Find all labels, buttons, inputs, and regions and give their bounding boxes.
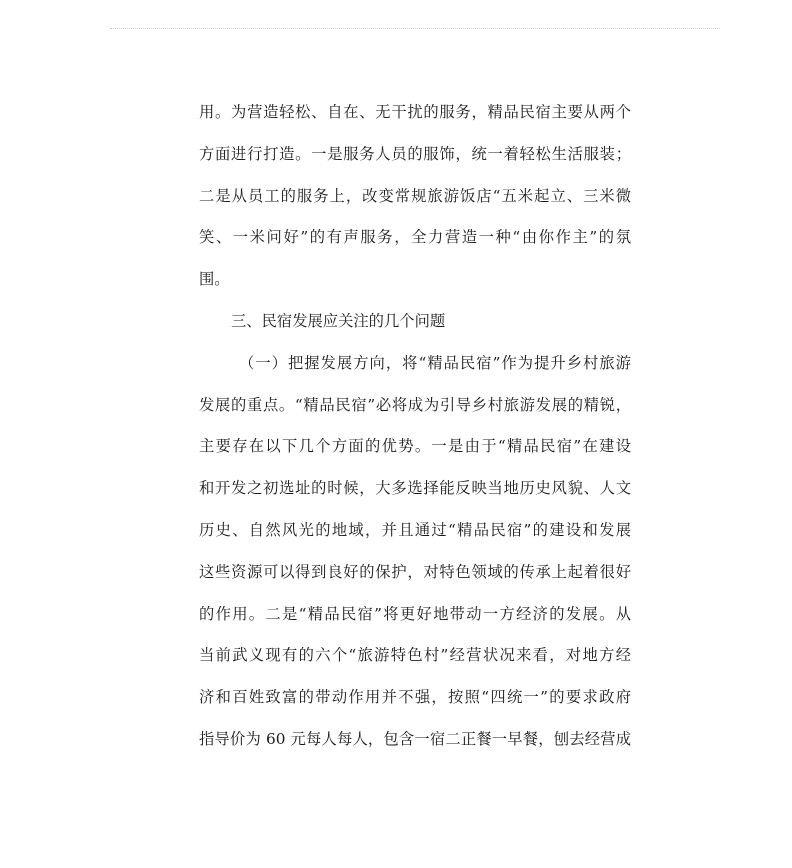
paragraph-line: 这些资源可以得到良好的保护，对特色领域的传承上起着很好 — [199, 562, 631, 581]
paragraph-line: 当前武义现有的六个“旅游特色村”经营状况来看，对地方经 — [199, 646, 631, 665]
paragraph-line: 和开发之初选址的时候，大多选择能反映当地历史风貌、人文 — [199, 479, 631, 498]
page-top-rule — [110, 28, 720, 29]
paragraph-line: 用。为营造轻松、自在、无干扰的服务，精品民宿主要从两个 — [199, 103, 631, 121]
paragraph-line: 历史、自然风光的地域，并且通过“精品民宿”的建设和发展 — [199, 520, 631, 539]
document-body — [199, 96, 631, 765]
paragraph-line: 主要存在以下几个方面的优势。一是由于“精品民宿”在建设 — [199, 437, 631, 456]
paragraph-line: 发展的重点。“精品民宿”必将成为引导乡村旅游发展的精锐， — [199, 395, 631, 414]
paragraph-line: 的作用。二是“精品民宿”将更好地带动一方经济的发展。从 — [199, 604, 631, 623]
paragraph-line: 济和百姓致富的带动作用并不强，按照“四统一”的要求政府 — [199, 688, 631, 707]
paragraph-line: 围。 — [199, 270, 230, 289]
paragraph-line: 二是从员工的服务上，改变常规旅游饭店“五米起立、三米微 — [199, 186, 631, 205]
paragraph-line: （一）把握发展方向，将“精品民宿”作为提升乡村旅游 — [239, 353, 631, 372]
paragraph-line: 指导价为 60 元每人每人，包含一宿二正餐一早餐，刨去经营成 — [199, 729, 631, 748]
paragraph-line: 方面进行打造。一是服务人员的服饰，统一着轻松生活服装； — [199, 144, 631, 163]
paragraph-line: 笑、一米问好”的有声服务，全力营造一种“由你作主”的氛 — [199, 228, 631, 247]
section-heading: 三、民宿发展应关注的几个问题 — [231, 311, 446, 330]
